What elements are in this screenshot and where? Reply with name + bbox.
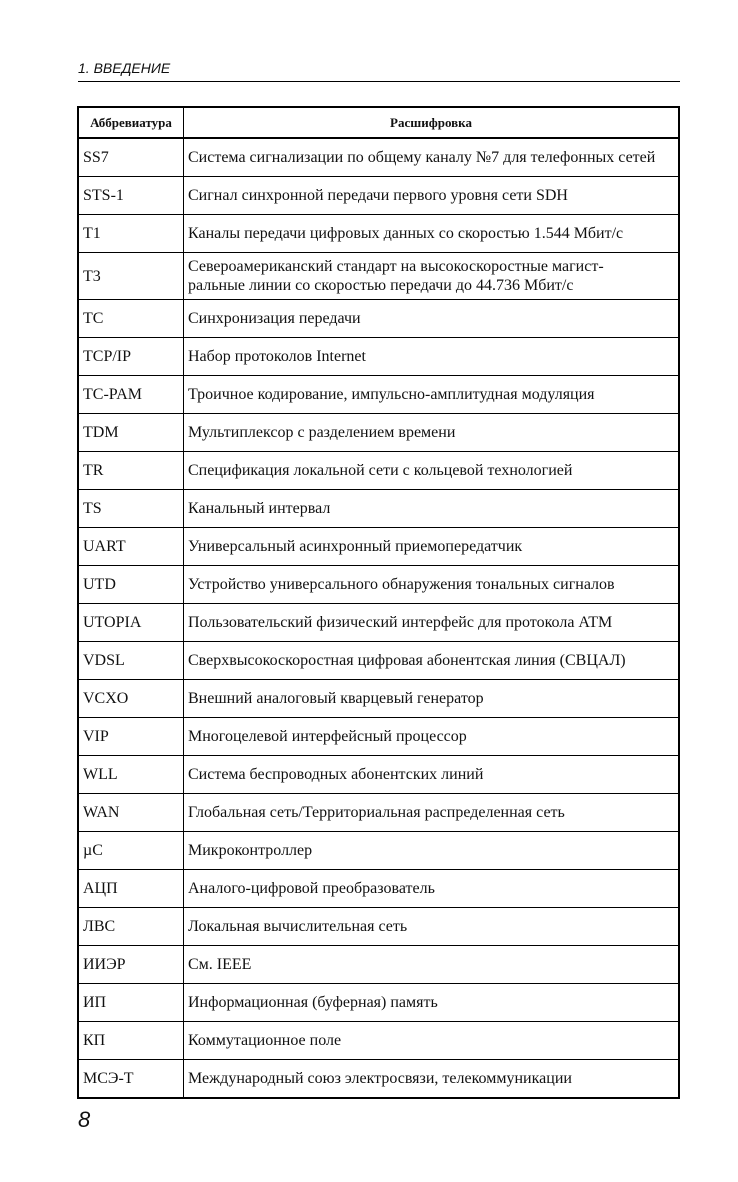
table-row (78, 177, 679, 215)
column-header-description: Расшифровка (184, 107, 680, 138)
table-row (78, 414, 679, 452)
abbr-cell: UTD (78, 566, 184, 604)
desc-cell: См. IEEE (184, 946, 680, 984)
abbr-cell: WAN (78, 794, 184, 832)
table-row (78, 138, 679, 177)
abbr-cell: VCXO (78, 680, 184, 718)
table-row (78, 338, 679, 376)
desc-cell: Устройство универсального обнаружения тональных сигналов (184, 566, 680, 604)
desc-cell: Синхронизация передачи (184, 300, 680, 338)
table-row (78, 756, 679, 794)
desc-cell: Универсальный асинхронный приемопередатчик (184, 528, 680, 566)
abbr-cell: МСЭ-Т (78, 1060, 184, 1099)
abbr-cell: АЦП (78, 870, 184, 908)
desc-cell: Микроконтроллер (184, 832, 680, 870)
abbreviation-table (77, 106, 680, 1099)
desc-cell: Локальная вычислительная сеть (184, 908, 680, 946)
table-row (78, 908, 679, 946)
abbr-cell: UTOPIA (78, 604, 184, 642)
desc-cell: Аналого-цифровой преобразователь (184, 870, 680, 908)
desc-cell: Международный союз электросвязи, телекоммуникации (184, 1060, 680, 1099)
abbr-cell: TS (78, 490, 184, 528)
desc-cell (184, 253, 680, 300)
header-rule (78, 81, 680, 82)
abbr-cell: T1 (78, 215, 184, 253)
desc-line: Североамериканский стандарт на высокоскоростные магист- (188, 258, 604, 275)
table-row (78, 300, 679, 338)
table-row (78, 680, 679, 718)
abbr-cell: TDM (78, 414, 184, 452)
desc-cell: Система сигнализации по общему каналу №7 для телефонных сетей (184, 138, 680, 177)
table-row (78, 1060, 679, 1099)
table-row (78, 604, 679, 642)
table-row (78, 794, 679, 832)
desc-cell: Внешний аналоговый кварцевый генератор (184, 680, 680, 718)
table-row (78, 452, 679, 490)
table-row (78, 215, 679, 253)
abbr-cell: ЛВС (78, 908, 184, 946)
desc-cell: Сверхвысокоскоростная цифровая абонентская линия (СВЦАЛ) (184, 642, 680, 680)
table-row (78, 376, 679, 414)
desc-cell: Спецификация локальной сети с кольцевой технологией (184, 452, 680, 490)
table-row (78, 870, 679, 908)
table-row (78, 490, 679, 528)
abbr-cell: TR (78, 452, 184, 490)
desc-cell: Глобальная сеть/Территориальная распределенная сеть (184, 794, 680, 832)
table-row (78, 566, 679, 604)
table-row (78, 718, 679, 756)
abbr-cell: КП (78, 1022, 184, 1060)
table-row (78, 642, 679, 680)
abbr-cell: STS-1 (78, 177, 184, 215)
desc-cell: Троичное кодирование, импульсно-амплитудная модуляция (184, 376, 680, 414)
abbr-cell: WLL (78, 756, 184, 794)
desc-cell: Мультиплексор с разделением времени (184, 414, 680, 452)
abbr-cell: VIP (78, 718, 184, 756)
abbr-cell: TC-PAM (78, 376, 184, 414)
desc-cell: Каналы передачи цифровых данных со скоростью 1.544 Мбит/с (184, 215, 680, 253)
desc-cell: Система беспроводных абонентских линий (184, 756, 680, 794)
desc-line: ральные линии со скоростью передачи до 44.736 Мбит/с (188, 277, 574, 294)
table-row (78, 984, 679, 1022)
abbr-cell: UART (78, 528, 184, 566)
running-header: 1. ВВЕДЕНИЕ (78, 60, 171, 76)
table-row (78, 832, 679, 870)
desc-cell: Информационная (буферная) память (184, 984, 680, 1022)
abbr-cell: µC (78, 832, 184, 870)
abbr-cell: ИИЭР (78, 946, 184, 984)
abbr-cell: ИП (78, 984, 184, 1022)
abbr-cell: TC (78, 300, 184, 338)
desc-cell: Сигнал синхронной передачи первого уровня сети SDH (184, 177, 680, 215)
table-row (78, 528, 679, 566)
table-row (78, 946, 679, 984)
abbr-cell: TCP/IP (78, 338, 184, 376)
desc-cell: Набор протоколов Internet (184, 338, 680, 376)
abbr-cell: SS7 (78, 138, 184, 177)
page-number: 8 (78, 1107, 91, 1132)
column-header-abbreviation: Аббревиатура (78, 107, 184, 138)
table-row (78, 253, 679, 300)
abbr-cell: VDSL (78, 642, 184, 680)
table-header-row (78, 107, 679, 138)
desc-cell: Пользовательский физический интерфейс для протокола ATM (184, 604, 680, 642)
desc-cell: Канальный интервал (184, 490, 680, 528)
table-row (78, 1022, 679, 1060)
abbr-cell: T3 (78, 253, 184, 300)
desc-cell: Многоцелевой интерфейсный процессор (184, 718, 680, 756)
desc-cell: Коммутационное поле (184, 1022, 680, 1060)
